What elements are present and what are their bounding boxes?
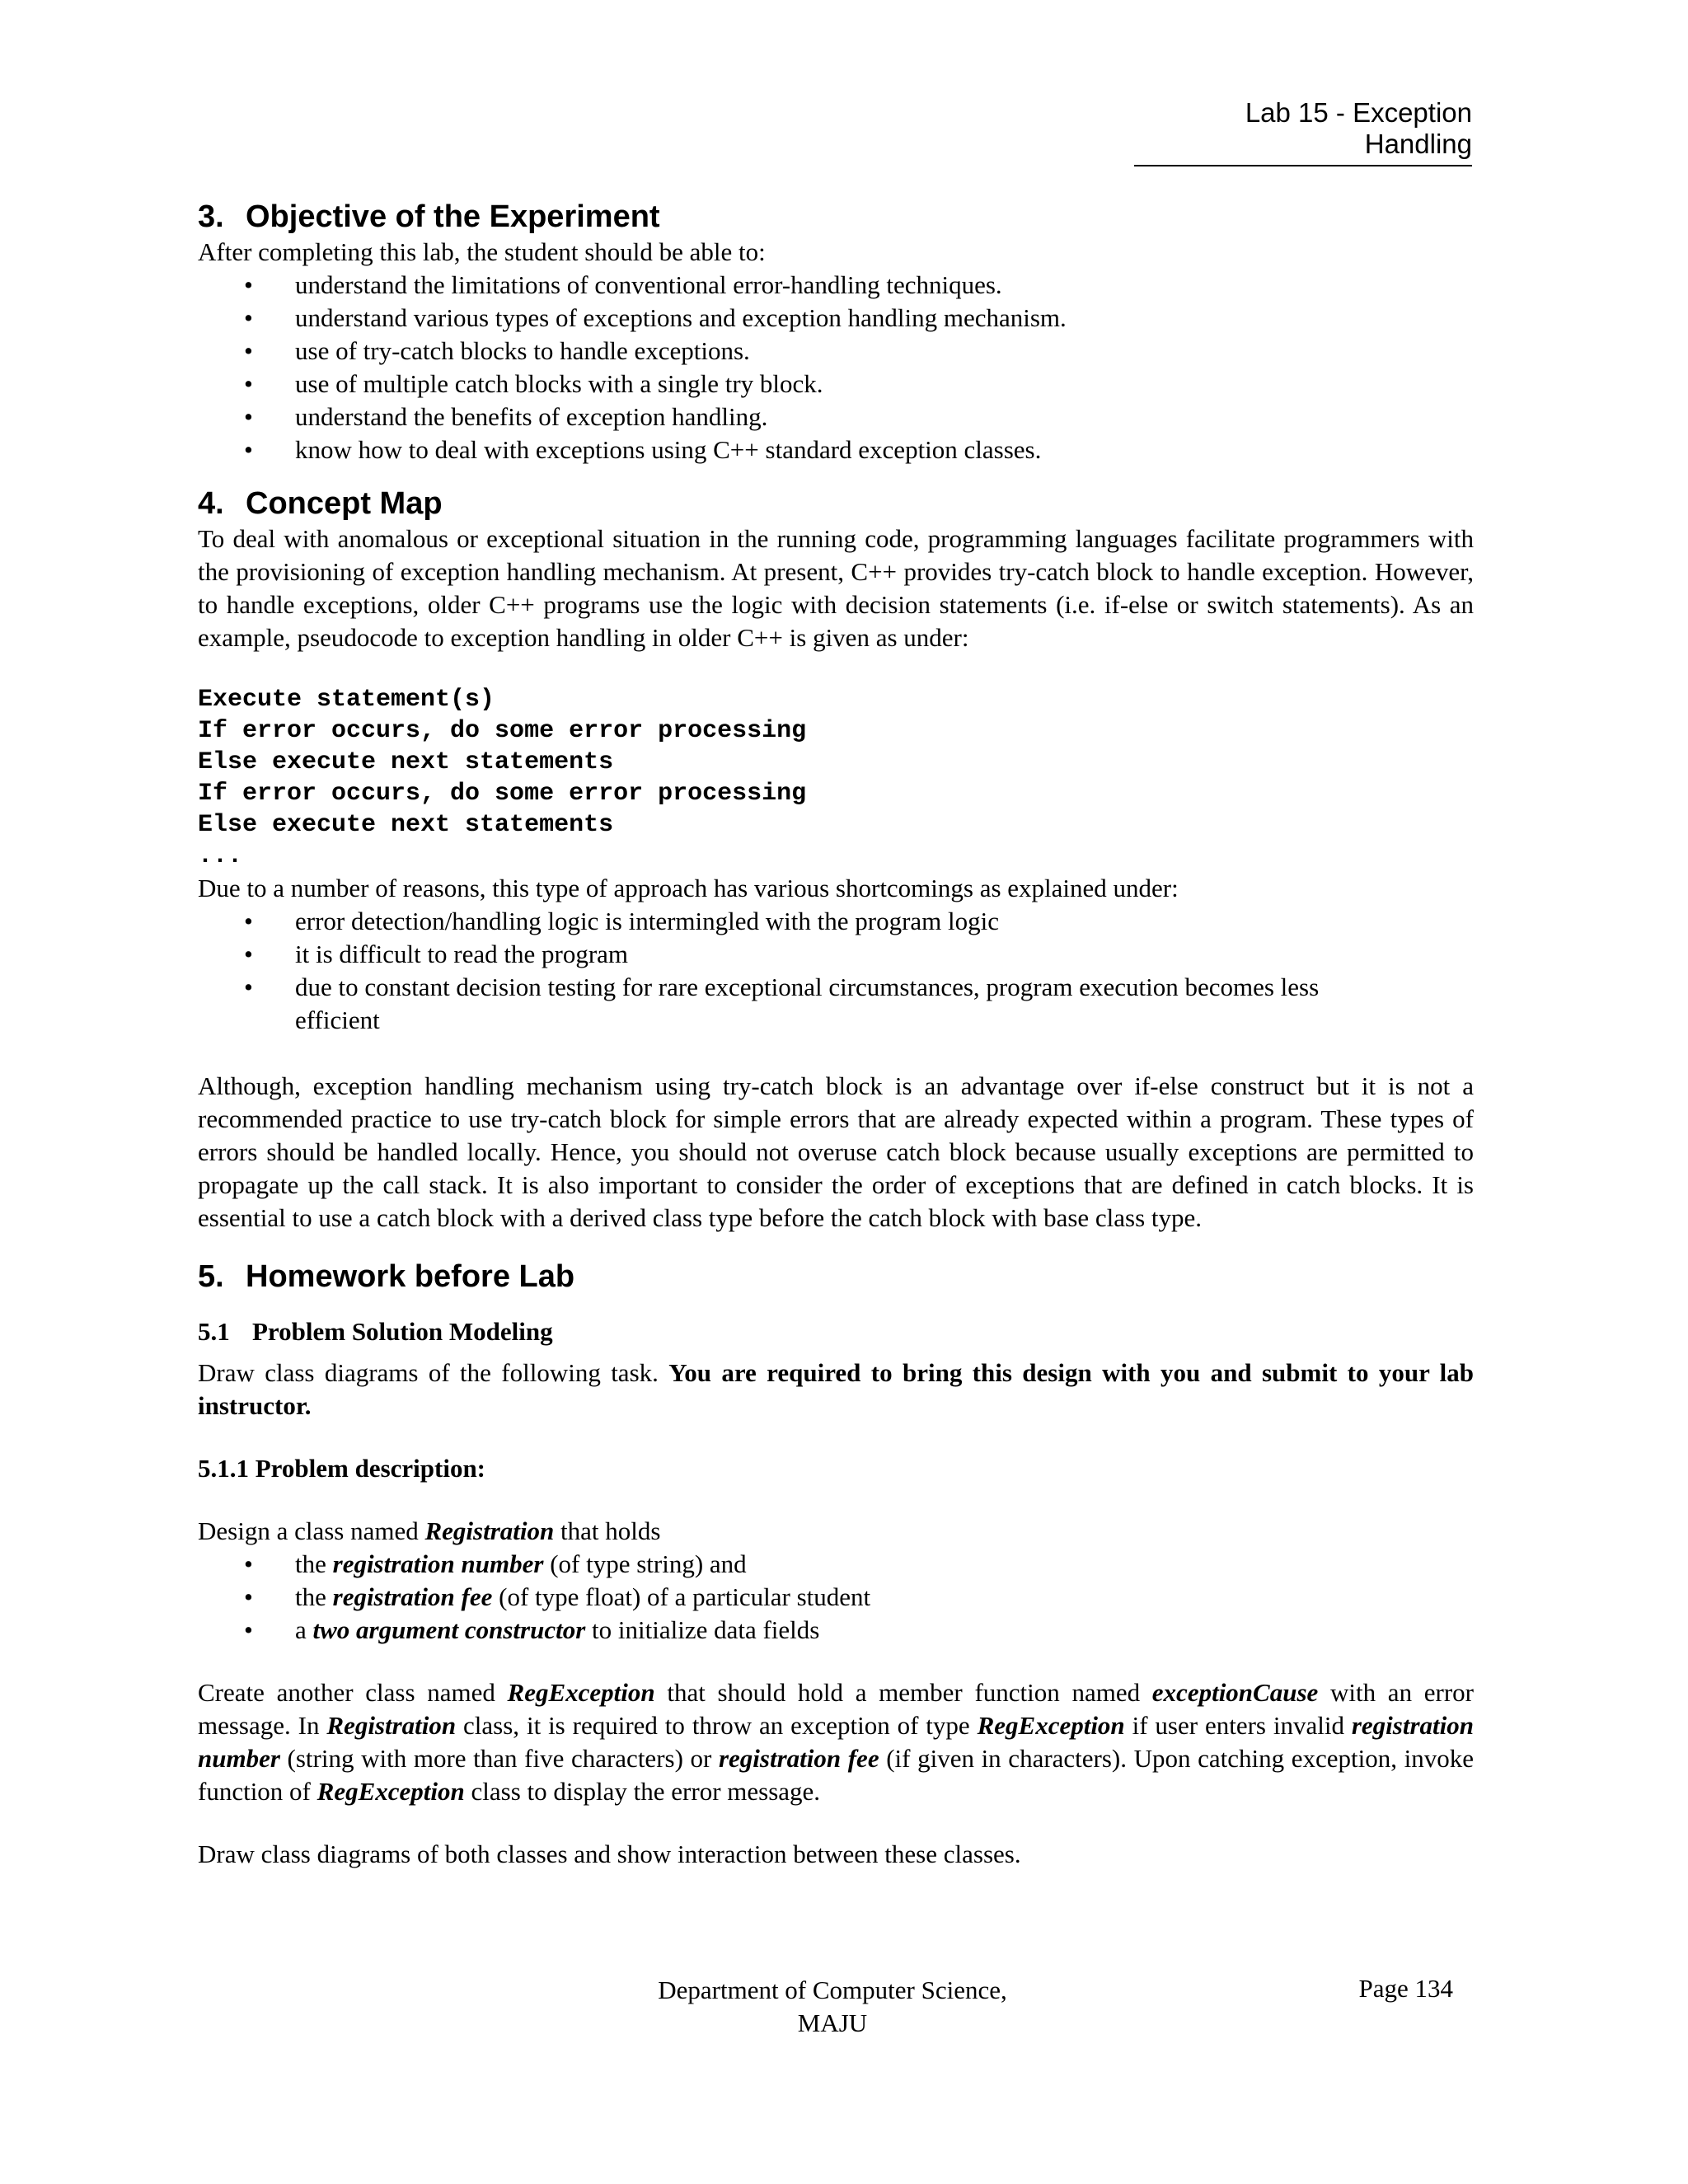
section-number: 3. bbox=[198, 199, 224, 234]
code-line: Else execute next statements bbox=[198, 748, 614, 776]
design-intro bbox=[198, 1515, 1474, 1548]
text: if user enters invalid bbox=[1124, 1711, 1352, 1740]
emphasis: registration fee bbox=[332, 1582, 493, 1611]
text: that holds bbox=[554, 1516, 661, 1545]
instruction-emphasis: You are required to bring this design with you and submit to your lab instructor. bbox=[198, 1358, 1474, 1420]
shortcomings-intro: Due to a number of reasons, this type of approach has various shortcomings as explained under: bbox=[198, 874, 1179, 902]
text: the bbox=[295, 1549, 333, 1578]
section-title: Concept Map bbox=[246, 486, 443, 521]
list-item: • it is difficult to read the program bbox=[295, 938, 1474, 971]
list-item: • understand the limitations of conventional error-handling techniques. bbox=[295, 269, 1474, 302]
class-name: Registration bbox=[424, 1516, 555, 1545]
try-catch-paragraph: Although, exception handling mechanism using try-catch block is an advantage over if-else construct but it is not a recommended practice to use try-catch block for simple errors that are already expected within a program. These types of errors should be handled locally. Hence, you should not overuse catch block because usually exceptions are permitted to propagate up the call stack. It is also important to consider the order of exceptions that are defined in catch blocks. It is essential to use a catch block with a derived class type before the catch block with base class type. bbox=[198, 1071, 1474, 1232]
section-number: 4. bbox=[198, 486, 224, 521]
emphasis: registration fee bbox=[718, 1744, 879, 1773]
regexception-paragraph bbox=[198, 1676, 1474, 1808]
list-item bbox=[295, 1614, 1474, 1647]
section-number: 5. bbox=[198, 1259, 224, 1294]
code-line: Execute statement(s) bbox=[198, 686, 495, 714]
list-item: • understand various types of exceptions and exception handling mechanism. bbox=[295, 302, 1474, 335]
subsection-number: 5.1 bbox=[198, 1317, 230, 1346]
running-header: Lab 15 - Exception Handling bbox=[1134, 97, 1472, 166]
list-item: • know how to deal with exceptions using C++ standard exception classes. bbox=[295, 434, 1474, 466]
list-item bbox=[295, 1548, 1474, 1581]
final-instruction: Draw class diagrams of both classes and show interaction between these classes. bbox=[198, 1840, 1021, 1868]
section-3-intro: After completing this lab, the student should be able to: bbox=[198, 237, 766, 266]
subsection-title: Problem Solution Modeling bbox=[252, 1317, 553, 1346]
section-title: Homework before Lab bbox=[246, 1259, 575, 1294]
shortcomings-list bbox=[198, 905, 1474, 1037]
page-number: Page 134 bbox=[1358, 1974, 1453, 2003]
emphasis: RegException bbox=[507, 1678, 655, 1707]
code-line: If error occurs, do some error processing bbox=[198, 780, 807, 808]
text: (of type float) of a particular student bbox=[492, 1582, 871, 1611]
concept-map-paragraph: To deal with anomalous or exceptional situation in the running code, programming languages facilitate programmers with the provisioning of exception handling mechanism. At present, C++ provides try-catch block to handle exception. However, to handle exceptions, older C++ programs use the logic with decision statements (i.e. if-else or switch statements). As an example, pseudocode to exception handling in older C++ is given as under: bbox=[198, 524, 1474, 652]
emphasis: Registration bbox=[326, 1711, 457, 1740]
code-line: Else execute next statements bbox=[198, 811, 614, 839]
instruction-text: Draw class diagrams of the following task. bbox=[198, 1358, 669, 1387]
list-item: • understand the benefits of exception handling. bbox=[295, 401, 1474, 434]
emphasis: RegException bbox=[316, 1777, 465, 1806]
objectives-list bbox=[198, 269, 1474, 466]
emphasis: RegException bbox=[977, 1711, 1125, 1740]
code-line: If error occurs, do some error processing bbox=[198, 717, 807, 745]
section-4-heading bbox=[198, 483, 1474, 524]
emphasis: exceptionCause bbox=[1151, 1678, 1319, 1707]
text: the bbox=[295, 1582, 333, 1611]
subsection-5-1-heading bbox=[198, 1315, 1474, 1348]
page-content bbox=[198, 196, 1474, 1871]
text: with an error message. In bbox=[198, 1678, 1474, 1740]
text: class, it is required to throw an exception of type bbox=[456, 1711, 978, 1740]
text: a bbox=[295, 1615, 313, 1644]
text: that should hold a member function named bbox=[654, 1678, 1152, 1707]
text: class to display the error message. bbox=[464, 1777, 821, 1806]
footer-dept-line: MAJU bbox=[797, 2008, 868, 2037]
section-5-heading bbox=[198, 1256, 1474, 1297]
subsection-5-1-1-heading: 5.1.1 Problem description: bbox=[198, 1454, 486, 1483]
text: (if given in characters). Upon catching exception, invoke function of bbox=[198, 1744, 1474, 1806]
footer-department bbox=[560, 1974, 1104, 2040]
list-item: • due to constant decision testing for rare exceptional circumstances, program execution becomes less efficient bbox=[295, 971, 1391, 1037]
text: Create another class named bbox=[198, 1678, 508, 1707]
list-item: • use of multiple catch blocks with a single try block. bbox=[295, 368, 1474, 401]
homework-instructions bbox=[198, 1357, 1474, 1422]
emphasis: registration number bbox=[198, 1711, 1475, 1773]
list-item: • use of try-catch blocks to handle exceptions. bbox=[295, 335, 1474, 368]
pseudocode-block bbox=[198, 684, 1474, 872]
emphasis: registration number bbox=[332, 1549, 544, 1578]
section-title: Objective of the Experiment bbox=[246, 199, 660, 234]
emphasis: two argument constructor bbox=[312, 1615, 586, 1644]
code-line: ... bbox=[198, 842, 243, 870]
list-item bbox=[295, 1581, 1474, 1614]
text: Design a class named bbox=[198, 1516, 425, 1545]
section-3-heading bbox=[198, 196, 1474, 237]
text: (string with more than five characters) or bbox=[279, 1744, 719, 1773]
text: to initialize data fields bbox=[585, 1615, 820, 1644]
text: (of type string) and bbox=[543, 1549, 747, 1578]
footer-dept-line: Department of Computer Science, bbox=[658, 1975, 1007, 2004]
list-item: • error detection/handling logic is intermingled with the program logic bbox=[295, 905, 1474, 938]
design-list bbox=[198, 1548, 1474, 1647]
